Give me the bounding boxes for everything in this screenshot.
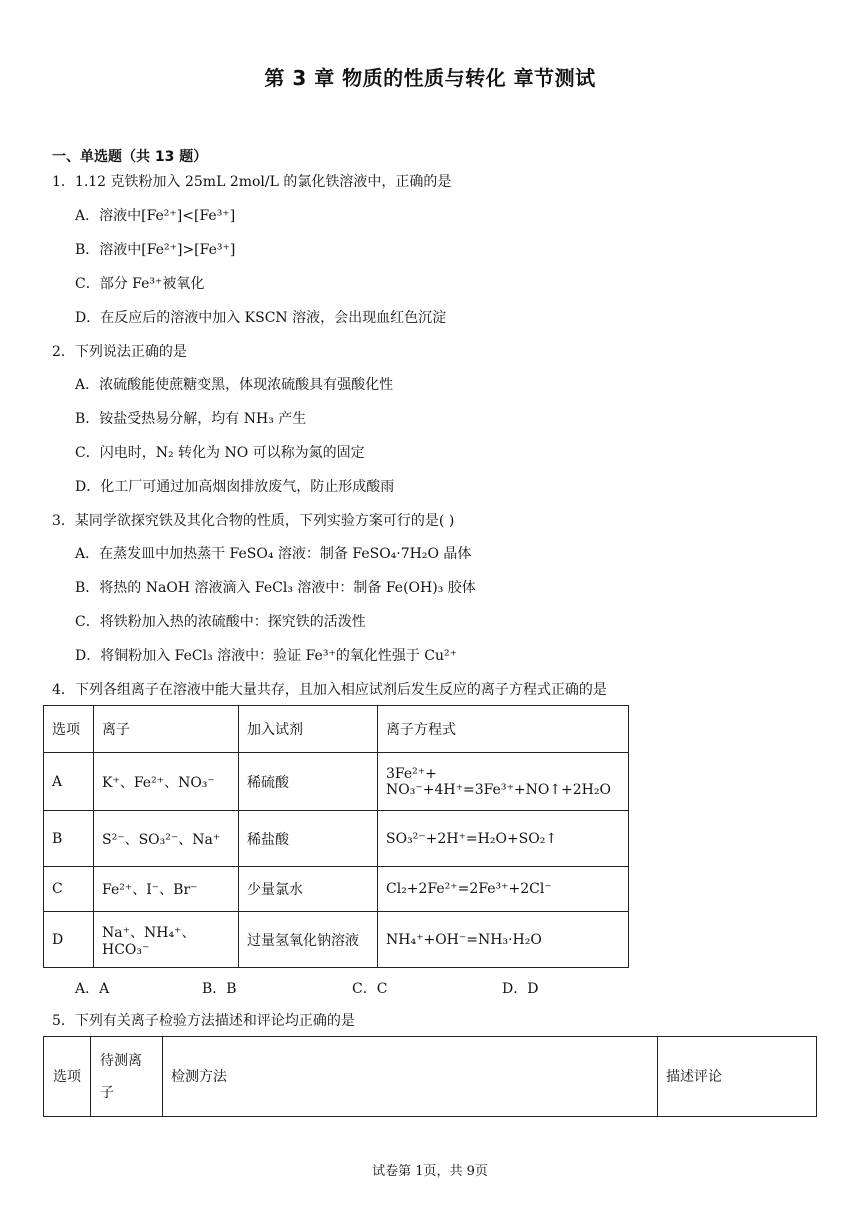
q4-cell: 过量氢氧化钠溶液: [239, 912, 378, 968]
page-footer: 试卷第 1页，共 9页: [372, 1164, 488, 1179]
table-row: [44, 811, 629, 867]
q4-cell: Na⁺、NH₄⁺、HCO₃⁻: [94, 912, 239, 968]
table-row: [44, 867, 629, 912]
q4-option-b: B．B: [202, 981, 237, 997]
q4-cell: SO₃²⁻+2H⁺=H₂O+SO₂↑: [378, 811, 629, 867]
table-row: [44, 753, 629, 811]
q4-header-cell: 离子: [94, 706, 239, 753]
q2-option-d: D．化工厂可通过加高烟囱排放废气，防止形成酸雨: [75, 479, 395, 495]
q4-cell: 稀盐酸: [239, 811, 378, 867]
q4-cell: Fe²⁺、I⁻、Br⁻: [94, 867, 239, 912]
q5-header-row: [44, 1037, 817, 1117]
q5-header-cell: 选项: [44, 1037, 91, 1117]
q4-cell: K⁺、Fe²⁺、NO₃⁻: [94, 753, 239, 811]
q1-option-d: D．在反应后的溶液中加入 KSCN 溶液，会出现血红色沉淀: [75, 310, 447, 326]
q4-header-cell: 加入试剂: [239, 706, 378, 753]
q2-option-a: A．浓硫酸能使蔗糖变黑，体现浓硫酸具有强酸化性: [75, 377, 394, 393]
q4-cell: NH₄⁺+OH⁻=NH₃·H₂O: [378, 912, 629, 968]
q4-cell: S²⁻、SO₃²⁻、Na⁺: [94, 811, 239, 867]
q3-option-a: A．在蒸发皿中加热蒸干 FeSO₄ 溶液：制备 FeSO₄·7H₂O 晶体: [75, 546, 472, 562]
q3-option-b: B．将热的 NaOH 溶液滴入 FeCl₃ 溶液中：制备 Fe(OH)₃ 胶体: [75, 580, 476, 596]
q4-cell: D: [44, 912, 94, 968]
q4-header-cell: 选项: [44, 706, 94, 753]
q2-option-c: C．闪电时，N₂ 转化为 NO 可以称为氮的固定: [75, 445, 365, 461]
q4-cell: Cl₂+2Fe²⁺=2Fe³⁺+2Cl⁻: [378, 867, 629, 912]
q5-table: [43, 1036, 817, 1117]
q4-cell: B: [44, 811, 94, 867]
q5-header-cell: 描述评论: [658, 1037, 817, 1117]
q4-option-c: C．C: [352, 981, 388, 997]
q1-option-c: C．部分 Fe³⁺被氧化: [75, 276, 205, 292]
q4-header-row: [44, 706, 629, 753]
q4-header-cell: 离子方程式: [378, 706, 629, 753]
section-heading: 一、单选题（共 13 题）: [52, 149, 208, 165]
q4-stem: 4．下列各组离子在溶液中能大量共存，且加入相应试剂后发生反应的离子方程式正确的是: [52, 682, 607, 698]
q4-cell: 稀硫酸: [239, 753, 378, 811]
q4-cell: 3Fe²⁺+ NO₃⁻+4H⁺=3Fe³⁺+NO↑+2H₂O: [378, 753, 629, 811]
q4-table: [43, 705, 629, 968]
table-row: [44, 912, 629, 968]
q1-option-b: B．溶液中[Fe²⁺]>[Fe³⁺]: [75, 242, 236, 258]
q4-cell: C: [44, 867, 94, 912]
q5-header-cell: 检测方法: [163, 1037, 658, 1117]
q4-cell: 少量氯水: [239, 867, 378, 912]
q5-header-cell: 待测离子: [91, 1037, 163, 1117]
page-title: 第 3 章 物质的性质与转化 章节测试: [264, 66, 596, 90]
q4-option-a: A．A: [75, 981, 110, 997]
q3-stem: 3．某同学欲探究铁及其化合物的性质，下列实验方案可行的是( ): [52, 513, 455, 529]
q4-option-d: D．D: [502, 981, 539, 997]
q2-option-b: B．铵盐受热易分解，均有 NH₃ 产生: [75, 411, 307, 427]
q5-stem: 5．下列有关离子检验方法描述和评论均正确的是: [52, 1013, 355, 1029]
q3-option-c: C．将铁粉加入热的浓硫酸中：探究铁的活泼性: [75, 614, 366, 630]
q2-stem: 2．下列说法正确的是: [52, 344, 187, 360]
q3-option-d: D．将铜粉加入 FeCl₃ 溶液中：验证 Fe³⁺的氧化性强于 Cu²⁺: [75, 648, 458, 664]
q4-cell: A: [44, 753, 94, 811]
q1-stem: 1．1.12 克铁粉加入 25mL 2mol/L 的氯化铁溶液中，正确的是: [52, 174, 452, 190]
q1-option-a: A．溶液中[Fe²⁺]<[Fe³⁺]: [75, 208, 236, 224]
